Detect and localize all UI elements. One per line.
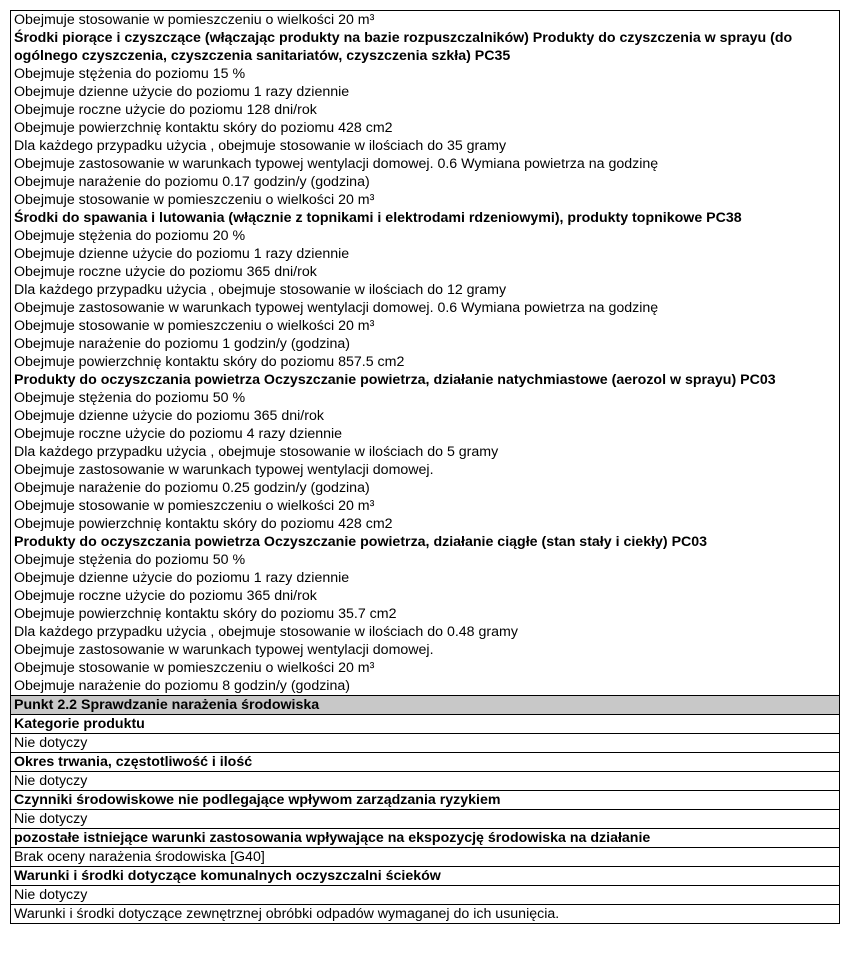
condition-line: Obejmuje powierzchnię kontaktu skóry do poziomu 428 cm2	[14, 120, 393, 136]
product-category-heading: Środki do spawania i lutowania (włącznie z topnikami i elektrodami rdzeniowymi), produkty topnikowe PC38	[14, 210, 742, 226]
consumer-usage-conditions	[11, 11, 839, 696]
env-row-value: Warunki i środki dotyczące zewnętrznej obróbki odpadów wymaganej do ich usunięcia.	[14, 906, 560, 922]
condition-line: Obejmuje powierzchnię kontaktu skóry do poziomu 428 cm2	[14, 516, 393, 532]
env-row-heading: pozostałe istniejące warunki zastosowania wpływające na ekspozycję środowiska na działanie	[11, 829, 839, 848]
env-row-heading: Okres trwania, częstotliwość i ilość	[11, 753, 839, 772]
condition-line: Obejmuje stosowanie w pomieszczeniu o wielkości 20 m³	[14, 498, 375, 514]
condition-line: Obejmuje dzienne użycie do poziomu 1 razy dziennie	[14, 84, 350, 100]
condition-line: Obejmuje dzienne użycie do poziomu 1 razy dziennie	[14, 570, 350, 586]
env-row-value: Brak oceny narażenia środowiska [G40]	[11, 848, 839, 867]
condition-line: Dla każdego przypadku użycia , obejmuje stosowanie w ilościach do 0.48 gramy	[14, 624, 518, 640]
env-row-value: Nie dotyczy	[11, 886, 839, 905]
env-row-heading: Warunki i środki dotyczące komunalnych oczyszczalni ścieków	[11, 867, 839, 886]
condition-line: Obejmuje stosowanie w pomieszczeniu o wielkości 20 m³	[14, 660, 375, 676]
condition-line: Dla każdego przypadku użycia , obejmuje stosowanie w ilościach do 35 gramy	[14, 138, 507, 154]
condition-line: Obejmuje stosowanie w pomieszczeniu o wielkości 20 m³	[14, 12, 375, 28]
condition-line: Obejmuje stężenia do poziomu 20 %	[14, 228, 246, 244]
condition-line: Obejmuje roczne użycie do poziomu 4 razy dziennie	[14, 426, 343, 442]
condition-line: Obejmuje powierzchnię kontaktu skóry do poziomu 35.7 cm2	[14, 606, 397, 622]
condition-line: Obejmuje narażenie do poziomu 8 godzin/y (godzina)	[14, 678, 350, 694]
env-row-value: Nie dotyczy	[11, 810, 839, 829]
env-row-value: Nie dotyczy	[11, 772, 839, 791]
condition-line: Obejmuje powierzchnię kontaktu skóry do poziomu 857.5 cm2	[14, 354, 405, 370]
env-row-value: Nie dotyczy	[11, 734, 839, 753]
condition-line: Obejmuje stosowanie w pomieszczeniu o wielkości 20 m³	[14, 192, 375, 208]
document-table	[10, 10, 840, 924]
condition-line: Obejmuje stężenia do poziomu 50 %	[14, 390, 246, 406]
condition-line: Obejmuje stosowanie w pomieszczeniu o wielkości 20 m³	[14, 318, 375, 334]
condition-line: Dla każdego przypadku użycia , obejmuje stosowanie w ilościach do 5 gramy	[14, 444, 499, 460]
condition-line: Obejmuje zastosowanie w warunkach typowej wentylacji domowej.	[14, 462, 434, 478]
environment-exposure-rows	[11, 715, 839, 923]
condition-line: Obejmuje dzienne użycie do poziomu 365 dni/rok	[14, 408, 324, 424]
env-row-heading: Kategorie produktu	[11, 715, 839, 734]
condition-line: Obejmuje narażenie do poziomu 1 godzin/y (godzina)	[14, 336, 350, 352]
condition-line: Obejmuje roczne użycie do poziomu 128 dni/rok	[14, 102, 317, 118]
product-category-heading: Produkty do oczyszczania powietrza Oczyszczanie powietrza, działanie ciągłe (stan stały i ciekły) PC03	[14, 534, 708, 550]
condition-line: Obejmuje zastosowanie w warunkach typowej wentylacji domowej. 0.6 Wymiana powietrza na godzinę	[14, 156, 659, 172]
section-heading-environment: Punkt 2.2 Sprawdzanie narażenia środowiska	[11, 696, 839, 715]
condition-line: Obejmuje zastosowanie w warunkach typowej wentylacji domowej. 0.6 Wymiana powietrza na godzinę	[14, 300, 659, 316]
condition-line: Obejmuje dzienne użycie do poziomu 1 razy dziennie	[14, 246, 350, 262]
condition-line: Obejmuje roczne użycie do poziomu 365 dni/rok	[14, 588, 317, 604]
condition-line: Dla każdego przypadku użycia , obejmuje stosowanie w ilościach do 12 gramy	[14, 282, 507, 298]
env-row-heading: Czynniki środowiskowe nie podlegające wpływom zarządzania ryzykiem	[11, 791, 839, 810]
condition-line: Obejmuje narażenie do poziomu 0.25 godzin/y (godzina)	[14, 480, 370, 496]
condition-line: Obejmuje stężenia do poziomu 15 %	[14, 66, 246, 82]
product-category-heading: Środki piorące i czyszczące (włączając produkty na bazie rozpuszczalników) Produkty do czyszczenia w sprayu (do ogólnego czyszczenia, czyszczenia sanitariatów, czyszczenia szkła) PC35	[14, 30, 793, 64]
condition-line: Obejmuje narażenie do poziomu 0.17 godzin/y (godzina)	[14, 174, 370, 190]
product-category-heading: Produkty do oczyszczania powietrza Oczyszczanie powietrza, działanie natychmiastowe (aerozol w sprayu) PC03	[14, 372, 776, 388]
condition-line: Obejmuje roczne użycie do poziomu 365 dni/rok	[14, 264, 317, 280]
condition-line: Obejmuje stężenia do poziomu 50 %	[14, 552, 246, 568]
condition-line: Obejmuje zastosowanie w warunkach typowej wentylacji domowej.	[14, 642, 434, 658]
